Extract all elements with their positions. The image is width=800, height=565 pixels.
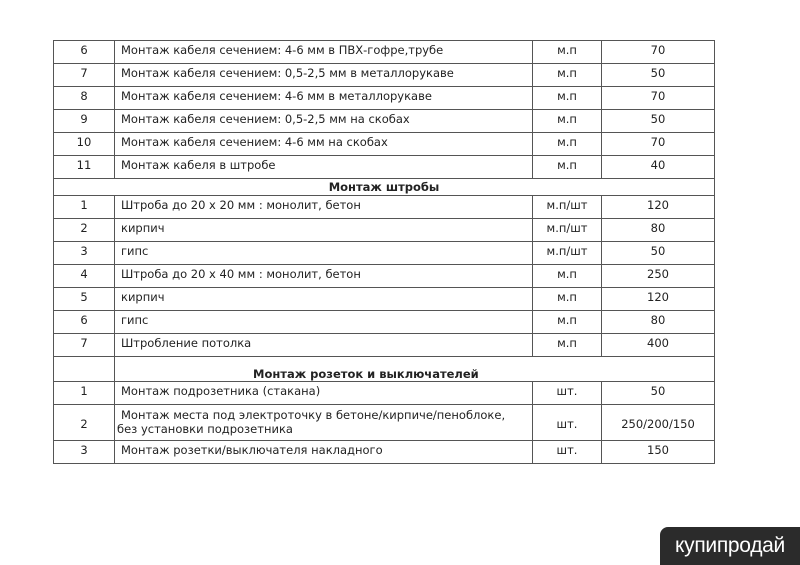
row-number: 2 — [54, 405, 115, 441]
row-number: 10 — [54, 133, 115, 156]
row-number: 6 — [54, 311, 115, 334]
row-unit: м.п — [533, 133, 602, 156]
row-price: 120 — [602, 196, 715, 219]
row-price: 250 — [602, 265, 715, 288]
row-description: Монтаж розетки/выключателя накладного — [115, 441, 533, 464]
section-header-row — [54, 357, 715, 382]
row-description: Монтаж кабеля в штробе — [115, 156, 533, 179]
table-row — [54, 133, 715, 156]
row-number: 1 — [54, 196, 115, 219]
row-number: 9 — [54, 110, 115, 133]
row-number: 7 — [54, 334, 115, 357]
row-unit: м.п — [533, 64, 602, 87]
table-row — [54, 242, 715, 265]
section-header-row — [54, 179, 715, 196]
row-unit: м.п — [533, 334, 602, 357]
table-row — [54, 405, 715, 441]
table-row — [54, 110, 715, 133]
row-price: 50 — [602, 242, 715, 265]
table-row — [54, 382, 715, 405]
row-description: Монтаж кабеля сечением: 4-6 мм на скобах — [115, 133, 533, 156]
row-unit: шт. — [533, 405, 602, 441]
table-row — [54, 64, 715, 87]
row-number: 7 — [54, 64, 115, 87]
row-number: 5 — [54, 288, 115, 311]
row-price: 70 — [602, 41, 715, 64]
row-number: 1 — [54, 382, 115, 405]
row-description: Монтаж подрозетника (стакана) — [115, 382, 533, 405]
row-unit: м.п — [533, 110, 602, 133]
row-number: 6 — [54, 41, 115, 64]
row-description: Штроба до 20 х 40 мм : монолит, бетон — [115, 265, 533, 288]
row-unit: м.п/шт — [533, 196, 602, 219]
row-number: 3 — [54, 242, 115, 265]
row-number: 11 — [54, 156, 115, 179]
row-description: Монтаж кабеля сечением: 0,5-2,5 мм на скобах — [115, 110, 533, 133]
row-price: 80 — [602, 311, 715, 334]
row-unit: м.п/шт — [533, 219, 602, 242]
row-price: 150 — [602, 441, 715, 464]
row-number: 4 — [54, 265, 115, 288]
row-unit: шт. — [533, 382, 602, 405]
table-row — [54, 311, 715, 334]
row-unit: м.п — [533, 41, 602, 64]
row-price: 70 — [602, 87, 715, 110]
price-table — [53, 40, 715, 464]
row-unit: м.п — [533, 87, 602, 110]
table-row — [54, 288, 715, 311]
row-unit: м.п — [533, 288, 602, 311]
section-empty-cell — [54, 357, 115, 382]
row-description: Монтаж кабеля сечением: 4-6 мм в металлорукаве — [115, 87, 533, 110]
row-number: 3 — [54, 441, 115, 464]
table-row — [54, 265, 715, 288]
row-price: 50 — [602, 64, 715, 87]
row-description: кирпич — [115, 288, 533, 311]
row-number: 2 — [54, 219, 115, 242]
table-row — [54, 156, 715, 179]
table-row — [54, 334, 715, 357]
row-description: Монтаж места под электроточку в бетоне/кирпиче/пеноблоке, без установки подрозетника — [115, 405, 533, 441]
row-price: 120 — [602, 288, 715, 311]
row-price: 50 — [602, 110, 715, 133]
row-number: 8 — [54, 87, 115, 110]
row-price: 50 — [602, 382, 715, 405]
table-row — [54, 196, 715, 219]
row-price: 70 — [602, 133, 715, 156]
row-unit: м.п/шт — [533, 242, 602, 265]
row-description: Монтаж кабеля сечением: 0,5-2,5 мм в металлорукаве — [115, 64, 533, 87]
row-price: 250/200/150 — [602, 405, 715, 441]
site-watermark-logo: купипродай — [660, 527, 800, 565]
row-price: 40 — [602, 156, 715, 179]
table-row — [54, 87, 715, 110]
table-row — [54, 441, 715, 464]
row-description: Монтаж кабеля сечением: 4-6 мм в ПВХ-гофре,трубе — [115, 41, 533, 64]
row-unit: шт. — [533, 441, 602, 464]
row-price: 80 — [602, 219, 715, 242]
section-title-chase: Монтаж штробы — [54, 179, 715, 196]
row-description: Штробление потолка — [115, 334, 533, 357]
table-row — [54, 41, 715, 64]
table-row — [54, 219, 715, 242]
row-unit: м.п — [533, 265, 602, 288]
row-unit: м.п — [533, 156, 602, 179]
row-unit: м.п — [533, 311, 602, 334]
row-price: 400 — [602, 334, 715, 357]
section-title-sockets: Монтаж розеток и выключателей — [115, 357, 715, 382]
row-description: Штроба до 20 х 20 мм : монолит, бетон — [115, 196, 533, 219]
row-description: гипс — [115, 311, 533, 334]
row-description: кирпич — [115, 219, 533, 242]
row-description: гипс — [115, 242, 533, 265]
